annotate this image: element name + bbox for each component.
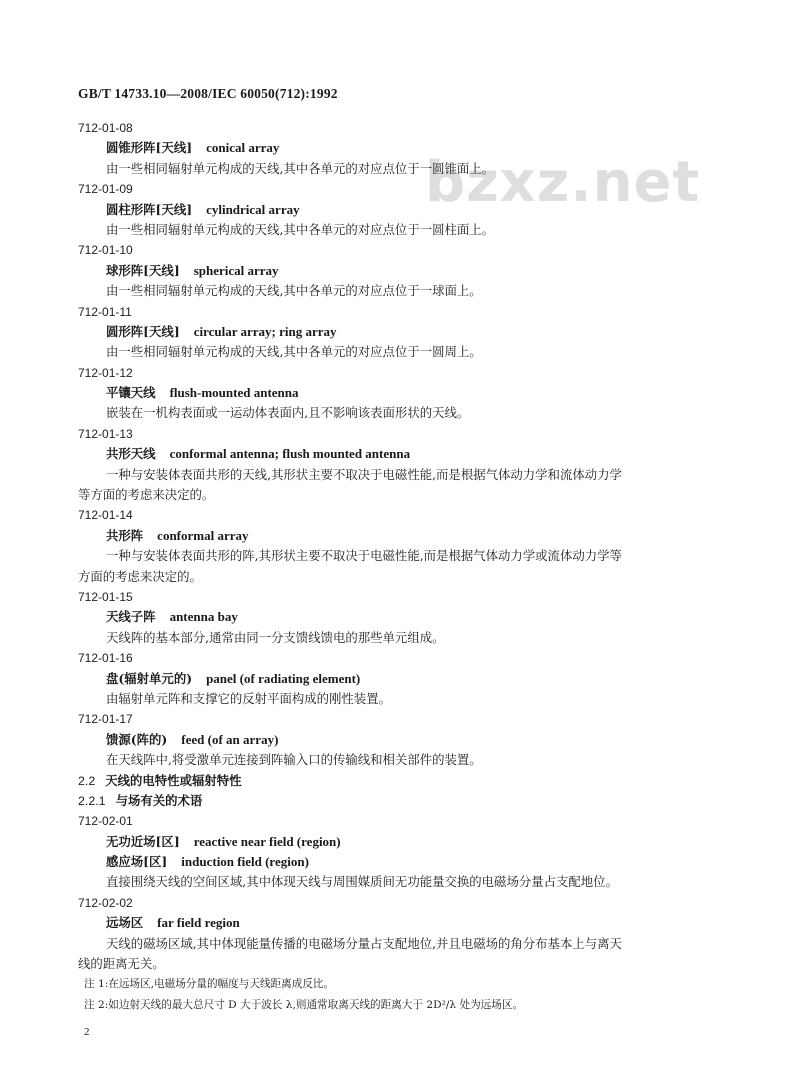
term-english: panel (of radiating element) bbox=[206, 670, 361, 686]
term-chinese: 平镶天线 bbox=[106, 385, 156, 401]
term-chinese: 天线子阵 bbox=[106, 609, 156, 625]
definition-text: 天线的磁场区域,其中体现能量传播的电磁场分量占支配地位,并且电磁场的角分布基本上与离天 bbox=[106, 935, 622, 951]
term-chinese: 馈源(阵的) bbox=[106, 731, 168, 747]
watermark: bzxz.net bbox=[425, 150, 701, 215]
term-english: circular array; ring array bbox=[193, 323, 337, 339]
term-entry bbox=[78, 200, 758, 220]
definition-text: 在天线阵中,将受激单元连接到阵输入口的传输线和相关部件的装置。 bbox=[106, 752, 482, 768]
term-code: 712-01-11 bbox=[78, 304, 132, 319]
definition-text: 一种与安装体表面共形的天线,其形状主要不取决于电磁性能,而是根据气体动力学和流体动力学 bbox=[106, 466, 622, 482]
section-title: 天线的电特性或辐射特性 bbox=[105, 772, 242, 788]
term-chinese: 球形阵[天线] bbox=[106, 262, 180, 278]
section-number: 2.2.1 bbox=[78, 793, 106, 808]
term-english: reactive near field (region) bbox=[193, 833, 341, 849]
term-entry bbox=[78, 730, 758, 750]
term-english: antenna bay bbox=[169, 609, 238, 625]
term-entry bbox=[78, 138, 758, 158]
definition-text: 由辐射单元阵和支撑它的反射平面构成的刚性装置。 bbox=[106, 690, 391, 706]
term-code: 712-01-16 bbox=[78, 651, 133, 666]
term-chinese: 无功近场[区] bbox=[106, 833, 180, 849]
term-code: 712-02-01 bbox=[78, 814, 133, 829]
definition-text: 直接围绕天线的空间区域,其中体现天线与周围媒质间无功能量交换的电磁场分量占支配地位。 bbox=[106, 874, 618, 890]
definition-text: 天线阵的基本部分,通常由同一分支馈线馈电的那些单元组成。 bbox=[106, 629, 445, 645]
section-heading bbox=[78, 771, 758, 791]
term-chinese: 共形阵 bbox=[106, 527, 144, 543]
definition-continuation: 线的距离无关。 bbox=[78, 956, 165, 972]
term-entry bbox=[78, 607, 758, 627]
term-english: conformal array bbox=[157, 527, 249, 543]
term-entry bbox=[78, 669, 758, 689]
term-entry bbox=[78, 852, 758, 872]
term-chinese: 远场区 bbox=[106, 915, 144, 931]
term-entry bbox=[78, 322, 758, 342]
definition-text: 一种与安装体表面共形的阵,其形状主要不取决于电磁性能,而是根据气体动力学或流体动力学等 bbox=[106, 548, 622, 564]
term-english: conical array bbox=[206, 140, 280, 156]
term-chinese: 圆锥形阵[天线] bbox=[106, 140, 193, 156]
term-entry bbox=[78, 913, 758, 933]
term-code: 712-02-02 bbox=[78, 895, 133, 910]
term-entry bbox=[78, 383, 758, 403]
term-code: 712-01-08 bbox=[78, 121, 133, 135]
term-code: 712-01-13 bbox=[78, 426, 133, 441]
term-english: flush-mounted antenna bbox=[169, 385, 299, 401]
definition-text: 嵌装在一机构表面或一运动体表面内,且不影响该表面形状的天线。 bbox=[106, 405, 470, 421]
definition-continuation: 等方面的考虑来决定的。 bbox=[78, 487, 215, 503]
term-entry bbox=[78, 261, 758, 281]
section-number: 2.2 bbox=[78, 773, 96, 788]
definition-text: 由一些相同辐射单元构成的天线,其中各单元的对应点位于一圆柱面上。 bbox=[106, 221, 495, 237]
term-english: feed (of an array) bbox=[181, 731, 279, 747]
term-english: induction field (region) bbox=[181, 854, 309, 870]
term-entry bbox=[78, 832, 758, 852]
term-chinese: 盘(辐射单元的) bbox=[106, 670, 193, 686]
term-code: 712-01-10 bbox=[78, 243, 133, 258]
note-text: 注 2:如边射天线的最大总尺寸 D 大于波长 λ,则通常取离天线的距离大于 2D²/λ 处为远场区。 bbox=[84, 998, 524, 1011]
document-header: GB/T 14733.10—2008/IEC 60050(712):1992 bbox=[78, 86, 338, 101]
term-code: 712-01-17 bbox=[78, 712, 133, 727]
term-code: 712-01-15 bbox=[78, 589, 133, 604]
term-code: 712-01-14 bbox=[78, 508, 133, 523]
term-chinese: 圆形阵[天线] bbox=[106, 323, 180, 339]
definition-text: 由一些相同辐射单元构成的天线,其中各单元的对应点位于一圆锥面上。 bbox=[106, 160, 495, 176]
term-entry bbox=[78, 526, 758, 546]
term-code: 712-01-09 bbox=[78, 182, 133, 197]
document-body bbox=[78, 118, 758, 1015]
term-english: conformal antenna; flush mounted antenna bbox=[169, 446, 411, 462]
term-english: cylindrical array bbox=[206, 201, 300, 217]
definition-text: 由一些相同辐射单元构成的天线,其中各单元的对应点位于一球面上。 bbox=[106, 283, 482, 299]
term-english: spherical array bbox=[193, 262, 279, 278]
term-chinese: 共形天线 bbox=[106, 446, 156, 462]
definition-text: 由一些相同辐射单元构成的天线,其中各单元的对应点位于一圆周上。 bbox=[106, 344, 482, 360]
definition-continuation: 方面的考虑来决定的。 bbox=[78, 568, 202, 584]
term-code: 712-01-12 bbox=[78, 365, 133, 380]
page-number: 2 bbox=[84, 1026, 90, 1038]
section-heading bbox=[78, 791, 758, 811]
term-chinese: 感应场[区] bbox=[106, 854, 168, 870]
term-english: far field region bbox=[157, 915, 240, 931]
section-title: 与场有关的术语 bbox=[115, 792, 203, 808]
note-text: 注 1:在远场区,电磁场分量的幅度与天线距离成反比。 bbox=[84, 978, 335, 991]
term-entry bbox=[78, 444, 758, 464]
term-chinese: 圆柱形阵[天线] bbox=[106, 201, 193, 217]
